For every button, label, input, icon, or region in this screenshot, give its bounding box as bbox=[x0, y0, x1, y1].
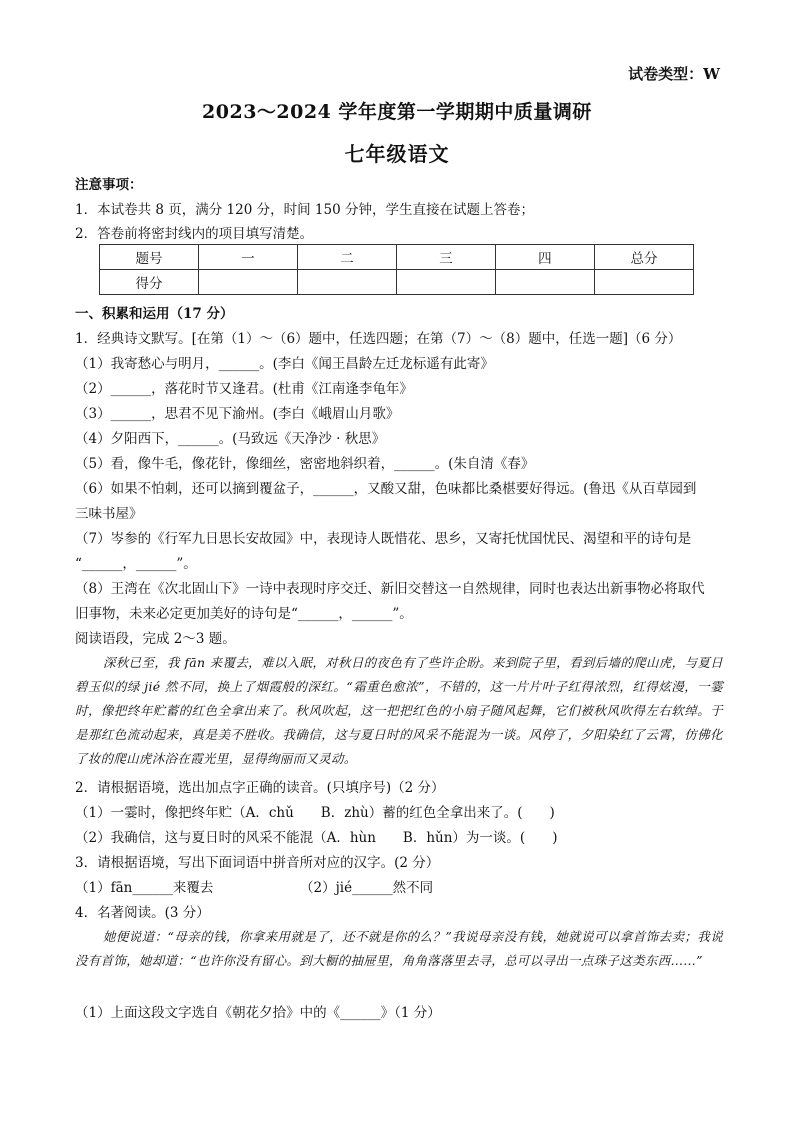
q4-intro: 4．名著阅读。(3 分） bbox=[75, 905, 210, 921]
q1-item: （1）我寄愁心与明月，______。(李白《闻王昌龄左迁龙标遥有此寄》 bbox=[75, 356, 494, 372]
notice-item-2: 2．答卷前将密封线内的项目填写清楚。 bbox=[75, 226, 314, 242]
reading-passage-2 bbox=[75, 925, 723, 973]
q1-item: （5）看，像牛毛，像花针，像细丝，密密地斜织着，______。(朱自清《春》 bbox=[75, 456, 535, 472]
q1-item: 旧事物，未来必定更加美好的诗句是“______，______”。 bbox=[75, 606, 413, 622]
reading-passage-1 bbox=[75, 651, 723, 771]
q2-item: （1）一霎时，像把终年贮（A．chǔ B．zhù）蓄的红色全拿出来了。( ) bbox=[75, 805, 555, 821]
score-table-cell: 一 bbox=[198, 245, 297, 270]
q1-intro: 1．经典诗文默写。[在第（1）～（6）题中，任选四题；在第（7）～（8）题中，任选一题]（6 分） bbox=[75, 331, 682, 347]
score-table-cell: 三 bbox=[396, 245, 495, 270]
q1-item: （8）王湾在《次北固山下》一诗中表现时序交迁、新旧交替这一自然规律，同时也表达出新事物必将取代 bbox=[75, 581, 705, 597]
q3-item-b: （2）jié______然不同 bbox=[300, 880, 434, 896]
q1-item: （2）______，落花时节又逢君。(杜甫《江南逢李龟年》 bbox=[75, 381, 413, 397]
q4-item-1: （1）上面这段文字选自《朝花夕拾》中的《______》（1 分） bbox=[75, 1005, 441, 1021]
score-table-input-cell[interactable] bbox=[198, 270, 297, 295]
score-table-input-cell[interactable] bbox=[594, 270, 693, 295]
score-table-cell: 题号 bbox=[100, 245, 199, 270]
score-table-header-row bbox=[100, 245, 694, 270]
exam-title: 2023～2024 学年度第一学期期中质量调研 bbox=[202, 101, 592, 123]
score-table-input-cell[interactable] bbox=[495, 270, 594, 295]
reading-passage-1-text: 深秋已至，我 fān 来覆去，难以入眠，对秋日的夜色有了些许企盼。来到院子里，看到后墙的爬山虎，与夏日碧玉似的绿 jié 然不同，换上了烟霞般的深红。“霜重色愈浓”，不错的，这一片片叶子红得浓烈，红得炫漫，一霎时，像把终年贮蓄的红色全拿出来了。秋风吹起，这一把把红色的小扇子随风起舞，它们被秋风吹得左右软绰。于是那红色流动起来，真是美不胜收。我确信，这与夏日时的风采不能混为一谈。风停了，夕阳染红了云霄，仿佛化了妆的爬山虎沐浴在霞光里，显得绚丽而又灵动。 bbox=[75, 655, 723, 766]
q2-item: （2）我确信，这与夏日时的风采不能混（A．hùn B．hǔn）为一谈。( ) bbox=[75, 830, 558, 846]
q3-item-a: （1）fān______来覆去 bbox=[75, 880, 214, 896]
q1-item: （3）______，思君不见下渝州。(李白《峨眉山月歌》 bbox=[75, 406, 400, 422]
q1-item: （7）岑参的《行军九日思长安故园》中，表现诗人既惜花、思乡，又寄托忧国忧民、渴望和平的诗句是 bbox=[75, 531, 692, 547]
notice-item-1: 1．本试卷共 8 页，满分 120 分，时间 150 分钟，学生直接在试题上答卷； bbox=[75, 202, 534, 218]
q1-item: （4）夕阳西下，______。(马致远《天净沙 · 秋思》 bbox=[75, 431, 386, 447]
score-table-cell: 二 bbox=[297, 245, 396, 270]
score-table-score-row bbox=[100, 270, 694, 295]
q1-item: “______，______”。 bbox=[75, 556, 197, 572]
section1-heading: 一、积累和运用（17 分） bbox=[75, 306, 234, 322]
exam-subtitle: 七年级语文 bbox=[344, 142, 450, 166]
score-table-cell: 四 bbox=[495, 245, 594, 270]
score-table-cell: 得分 bbox=[100, 270, 199, 295]
score-table-input-cell[interactable] bbox=[297, 270, 396, 295]
score-table-input-cell[interactable] bbox=[396, 270, 495, 295]
reading-intro: 阅读语段，完成 2～3 题。 bbox=[75, 631, 236, 647]
reading-passage-2-text: 她便说道：“母亲的钱，你拿来用就是了，还不就是你的么？”我说母亲没有钱，她就说可以拿首饰去卖；我说没有首饰，她却道：“也许你没有留心。到大橱的抽屉里，角角落落里去寻，总可以寻出一点珠子这类东西……” bbox=[75, 929, 723, 968]
q1-item: （6）如果不怕刺，还可以摘到覆盆子，______，又酸又甜，色味都比桑椹要好得远。(鲁迅《从百草园到 bbox=[75, 481, 697, 497]
exam-type-label: 试卷类型：W bbox=[628, 65, 720, 83]
score-table-cell: 总分 bbox=[594, 245, 693, 270]
q1-item: 三味书屋》 bbox=[75, 506, 143, 522]
q3-intro: 3．请根据语境，写出下面词语中拼音所对应的汉字。(2 分） bbox=[75, 855, 440, 871]
score-table bbox=[99, 244, 694, 295]
q2-intro: 2．请根据语境，选出加点字正确的读音。(只填序号)（2 分） bbox=[75, 780, 445, 796]
notice-heading: 注意事项： bbox=[75, 177, 143, 193]
